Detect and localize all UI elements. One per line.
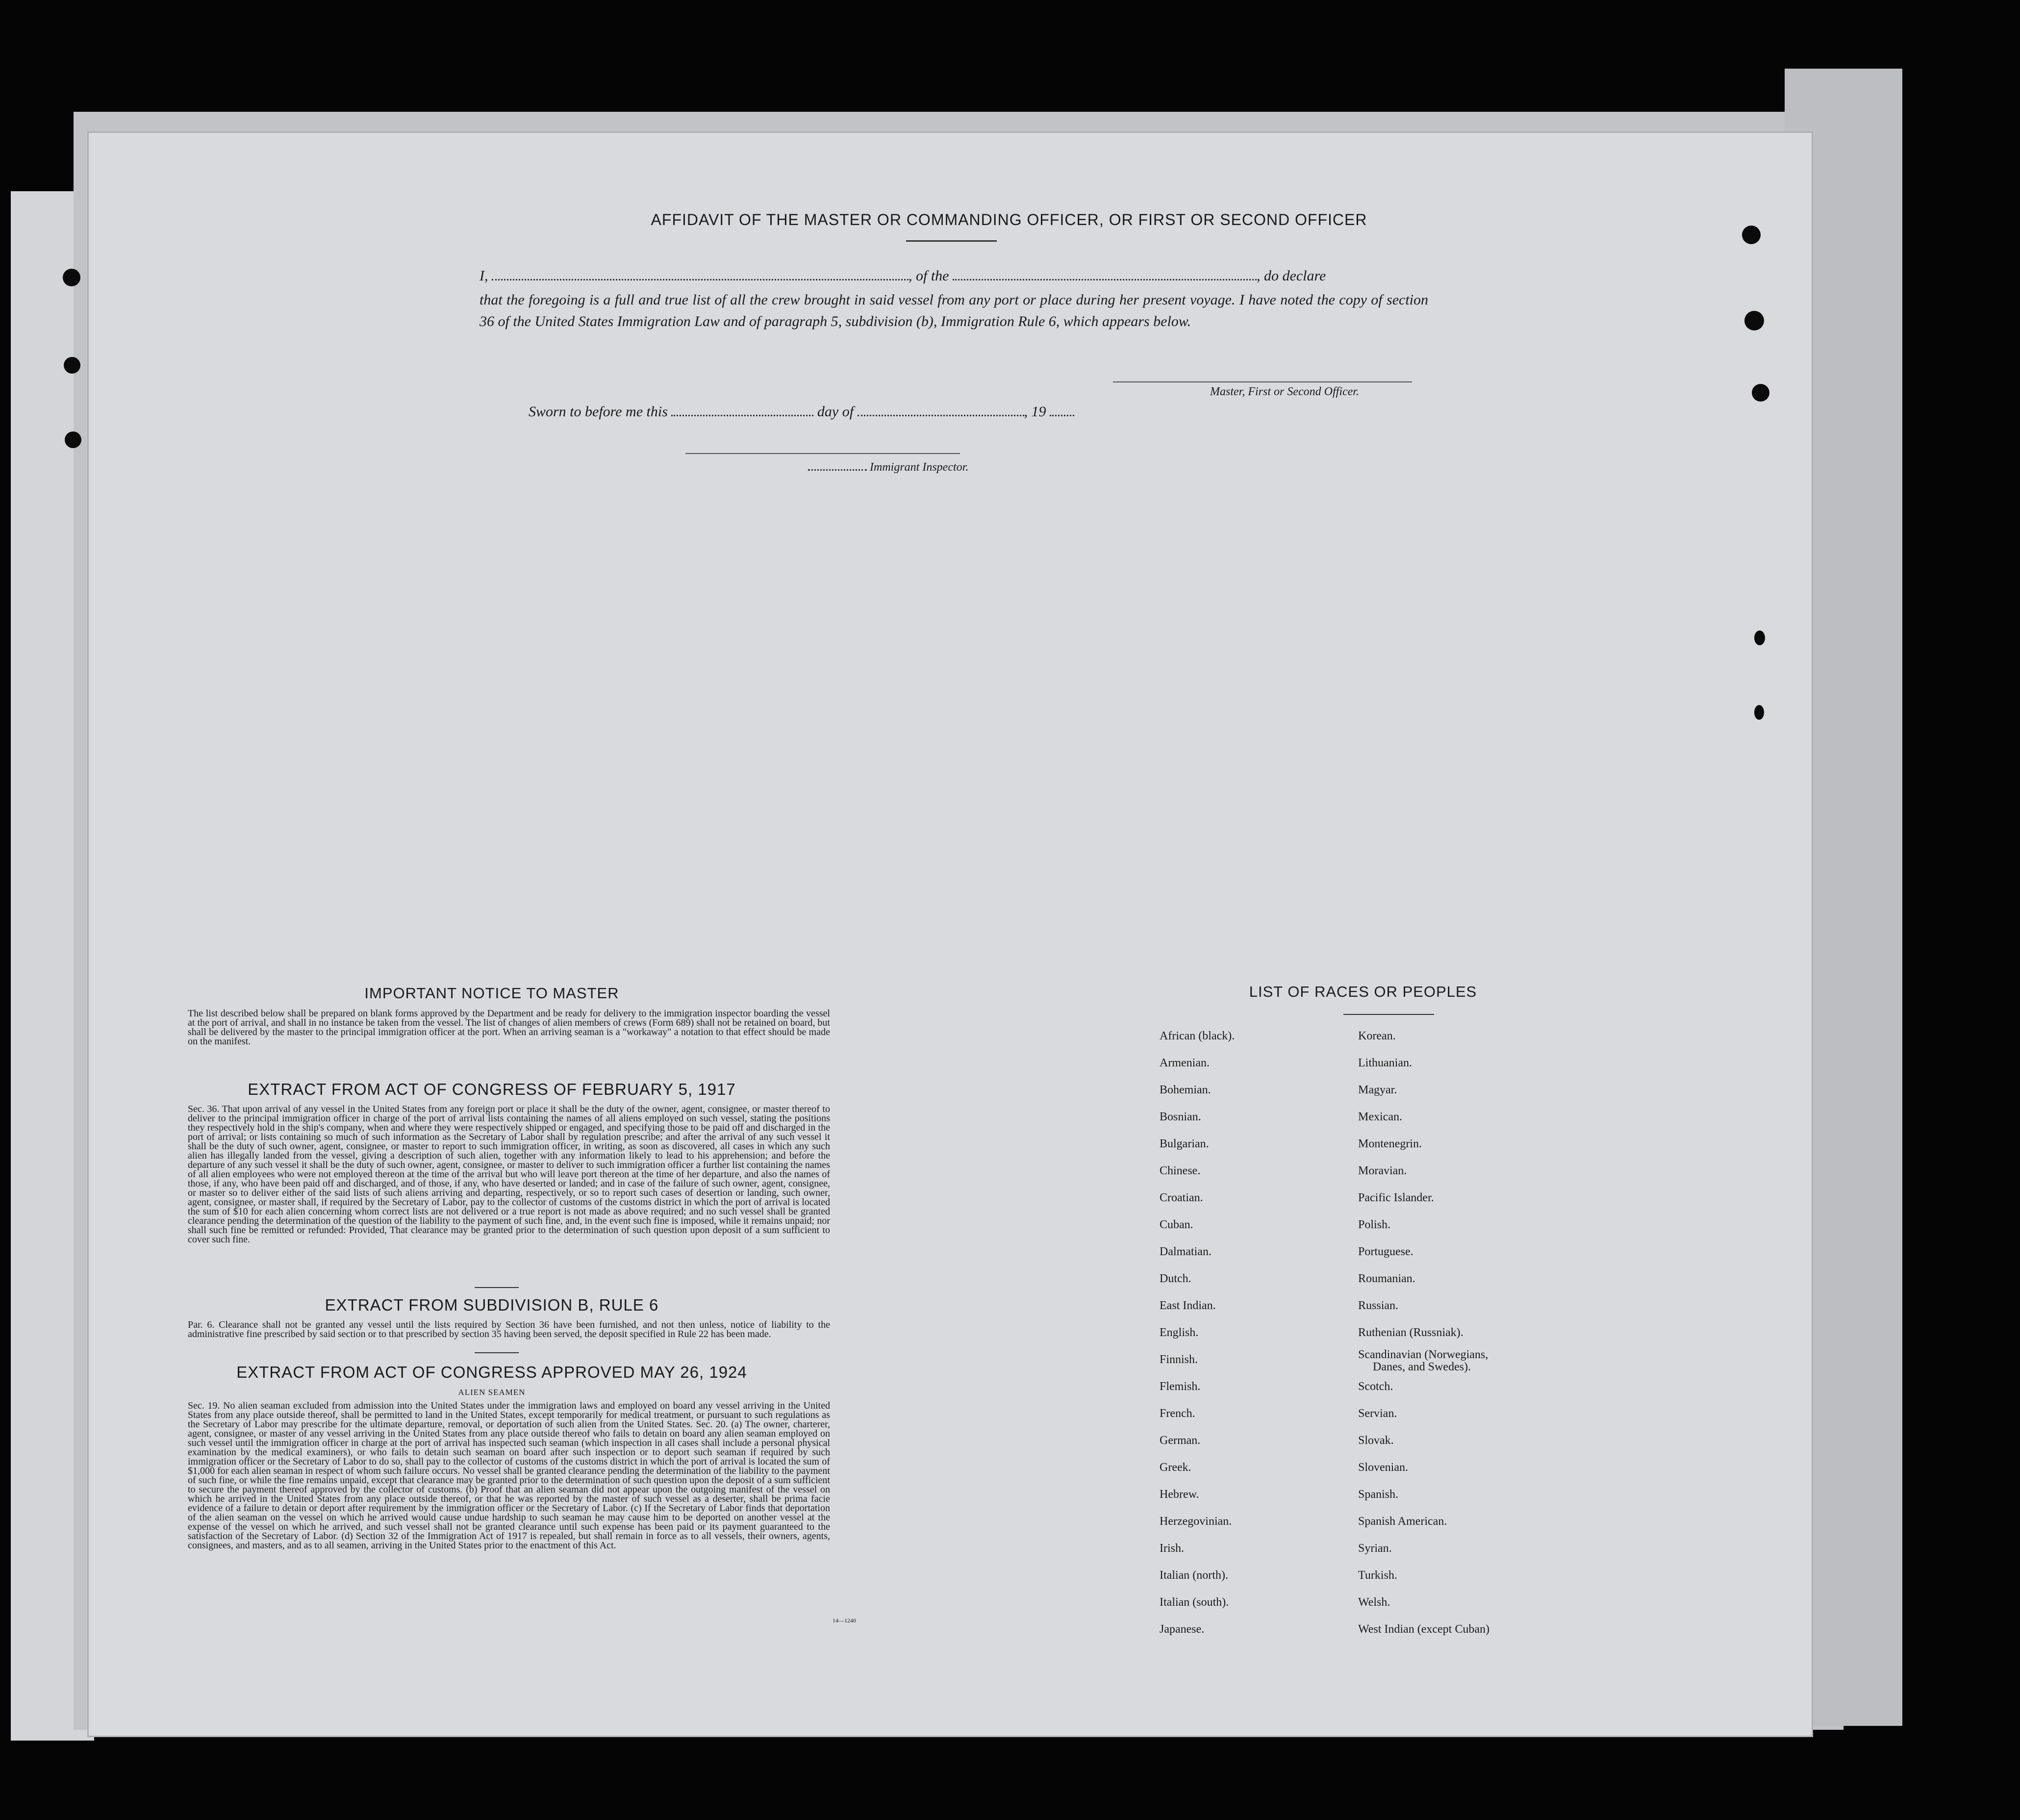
races-divider (1343, 1014, 1434, 1015)
affidavit-line1 (480, 268, 1509, 284)
sworn-year-blank[interactable] (1050, 415, 1074, 416)
inspector-blank[interactable] (808, 469, 867, 471)
race-item: Polish. (1358, 1218, 1391, 1231)
race-item: Turkish. (1358, 1569, 1397, 1582)
section-divider (475, 1352, 519, 1353)
affidavit-title: AFFIDAVIT OF THE MASTER OR COMMANDING OFFICER, OR FIRST OR SECOND OFFICER (651, 211, 1367, 228)
title-divider (906, 240, 997, 242)
affidavit-i: I, (480, 268, 488, 284)
race-item: Pacific Islander. (1358, 1191, 1434, 1204)
race-item: West Indian (except Cuban) (1358, 1623, 1490, 1636)
binder-hole (63, 269, 80, 286)
race-item: Mexican. (1358, 1111, 1402, 1123)
race-item: Scotch. (1358, 1380, 1393, 1393)
affidavit-declare: , do declare (1257, 268, 1326, 284)
rule6-body: Par. 6. Clearance shall not be granted any vessel until the lists required by Section 36 have been furnished, and not then unless, notice of liability to the administrative fine prescribed by said section or to that prescribed by section 35 having been served, the deposit specified in Rule 22 has been made. (188, 1319, 830, 1340)
race-item: Montenegrin. (1358, 1138, 1422, 1150)
notice-title: IMPORTANT NOTICE TO MASTER (364, 985, 619, 1002)
race-item: African (black). (1160, 1030, 1235, 1042)
race-item: Flemish. (1160, 1380, 1201, 1393)
rule6-title: EXTRACT FROM SUBDIVISION B, RULE 6 (325, 1296, 659, 1314)
extract-1924-subtitle: ALIEN SEAMEN (458, 1388, 526, 1397)
race-item: Welsh. (1358, 1596, 1390, 1609)
race-item: Roumanian. (1358, 1272, 1415, 1285)
race-item: Dalmatian. (1160, 1245, 1212, 1258)
extract-1924-title: EXTRACT FROM ACT OF CONGRESS APPROVED MAY 26, 1924 (236, 1363, 747, 1381)
signature-label: Master, First or Second Officer. (1210, 385, 1359, 398)
punch-hole (1754, 631, 1765, 645)
affidavit-of-the: , of the (909, 268, 949, 284)
race-item: Lithuanian. (1358, 1057, 1412, 1069)
race-item: Slovak. (1358, 1434, 1394, 1447)
name-blank[interactable] (492, 279, 909, 280)
race-item: Hebrew. (1160, 1488, 1199, 1501)
sworn-year: , 19 (1024, 404, 1046, 420)
race-item: Armenian. (1160, 1057, 1210, 1069)
affidavit-body: that the foregoing is a full and true list of all the crew brought in said vessel from any port or place during her present voyage. I have noted the copy of section 36 of the United States Immigration Law and of paragraph 5, subdivision (b), Immigration Rule 6, which appears below. (480, 292, 1428, 329)
race-item: Korean. (1358, 1030, 1396, 1042)
race-item: East Indian. (1160, 1299, 1216, 1312)
signature-line[interactable] (1113, 381, 1412, 382)
inspector-line (808, 461, 968, 474)
sworn-text: Sworn to before me this (529, 404, 668, 420)
race-item: Greek. (1160, 1461, 1191, 1474)
extract-1924-body: Sec. 19. No alien seaman excluded from admission into the United States under the immigration laws and employed on board any vessel arriving in the United States from any place outside thereof, shall be permitted to land in the United States, except temporarily for medical treatment, or pursuant to such regulations as the Secretary of Labor may prescribe for the ultimate departure, removal, or deportation of such alien from the United States. Sec. 20. (a) The owner, charterer, agent, consignee, or master of any vessel arriving in the United States from any place outside thereof who fails to detain on board any alien seaman employed on such vessel until the immigration officer in charge at the port of arrival has inspected such seaman (which inspection in all cases shall include a personal physical examination by the medical examiners), or who fails to detain such seaman on board after such inspection or to deport such seaman if required by such immigration officer or the Secretary of Labor to do so, shall pay to the collector of customs of the customs district in which the port of arrival is located the sum of $1,000 for each alien seaman in respect of whom such failure occurs. No vessel shall be granted clearance pending the determination of the liability to the payment of such fine, or while the fine remains unpaid, except that clearance may be granted prior to the determination of such question upon the deposit of a sum sufficient to secure the payment thereof approved by the collector of customs. (b) Proof that an alien seaman did not appear upon the outgoing manifest of the vessel on which he arrived in the United States from any place outside thereof, or that he was reported by the master of such vessel as a deserter, shall be prima facie evidence of a failure to detain or deport after requirement by the immigration officer or the Secretary of Labor. (c) If the Secretary of Labor finds that deportation of the alien seaman on the vessel on which he arrived would cause undue hardship to such seaman he may cause him to be deported on another vessel at the expense of the vessel on which he arrived, and such vessel shall not be granted clearance until such expense has been paid or its payment guaranteed to the satisfaction of the Secretary of Labor. (d) Section 32 of the Immigration Act of 1917 is repealed, but shall remain in force as to all vessels, their owners, agents, consignees, and masters, and as to all seamen, arriving in the United States prior to the enactment of this Act. (188, 1400, 830, 1551)
punch-hole (1752, 384, 1769, 402)
inspector-label: Immigrant Inspector. (870, 461, 969, 474)
races-title: LIST OF RACES OR PEOPLES (1249, 983, 1477, 1000)
manifest-sheet (87, 131, 1813, 1737)
binder-hole (65, 431, 81, 448)
race-item: Syrian. (1358, 1542, 1392, 1555)
race-item: Magyar. (1358, 1084, 1397, 1096)
race-item: Portuguese. (1358, 1245, 1414, 1258)
sworn-month-blank[interactable] (858, 415, 1024, 416)
form-number: 14—1240 (833, 1617, 856, 1624)
race-item: Japanese. (1160, 1623, 1205, 1636)
race-item: Italian (north). (1160, 1569, 1228, 1582)
extract-1917-title: EXTRACT FROM ACT OF CONGRESS OF FEBRUARY 5, 1917 (248, 1080, 736, 1098)
race-item: Croatian. (1160, 1191, 1203, 1204)
punch-hole (1742, 226, 1761, 244)
race-item: Slovenian. (1358, 1461, 1408, 1474)
punch-hole (1744, 311, 1764, 330)
race-item: Spanish American. (1358, 1515, 1447, 1528)
race-item: Danes, and Swedes). (1373, 1361, 1471, 1373)
race-item: Bosnian. (1160, 1111, 1201, 1123)
sworn-day-blank[interactable] (671, 415, 813, 416)
race-item: Spanish. (1358, 1488, 1399, 1501)
race-item: Bohemian. (1160, 1084, 1211, 1096)
binder-hole (64, 357, 80, 374)
race-item: Moravian. (1358, 1164, 1407, 1177)
extract-1917-body: Sec. 36. That upon arrival of any vessel in the United States from any foreign port or place it shall be the duty of the owner, agent, consignee, or master thereof to deliver to the principal immigration officer in charge of the port of arrival lists containing the names of all aliens employed on such vessel, stating the positions they respectively hold in the ship's company, when and where they were respectively shipped or engaged, and specifying those to be paid off and discharged in the port of arrival; or lists containing so much of such information as the Secretary of Labor shall by regulation prescribe; and after the arrival of any such vessel it shall be the duty of such owner, agent, consignee, or master to report to such immigration officer, in writing, as soon as discovered, all cases in which any such alien has illegally landed from the vessel, giving a description of such alien, together with any information likely to lead to his apprehension; and before the departure of any such vessel it shall be the duty of such owner, agent, consignee, or master to deliver to such immigration officer a further list containing the names of all alien employees who were not employed thereon at the time of the arrival but who will leave port thereon at the time of her departure, and also the names of those, if any, who have been paid off and discharged, and of those, if any, who have deserted or landed; and in case of the failure of such owner, agent, consignee, or master so to deliver either of the said lists of such aliens arriving and departing, respectively, or so to report such cases of desertion or landing, such owner, agent, consignee, or master shall, if required by the Secretary of Labor, pay to the collector of customs of the customs district in which the port of arrival is located the sum of $10 for each alien concerning whom correct lists are not delivered or a true report is not made as above required; and no such vessel shall be granted clearance pending the determination of the question of the liability to the payment of such fine, and, in the event such fine is imposed, while it remains unpaid; nor shall such fine be remitted or refunded: Provided, That clearance may be granted prior to the determination of such question upon deposit of a sum sufficient to cover such fine. (188, 1104, 830, 1245)
race-item: Irish. (1160, 1542, 1184, 1555)
vessel-blank[interactable] (953, 279, 1257, 280)
race-item: Russian. (1358, 1299, 1399, 1312)
race-item: Italian (south). (1160, 1596, 1229, 1609)
punch-hole (1754, 705, 1764, 720)
race-item: Ruthenian (Russniak). (1358, 1326, 1464, 1339)
race-item: Finnish. (1160, 1353, 1198, 1366)
inspector-signature-line[interactable] (685, 453, 960, 454)
sworn-line (529, 404, 1074, 420)
race-item: Bulgarian. (1160, 1138, 1209, 1150)
race-item: English. (1160, 1326, 1199, 1339)
race-item: Scandinavian (Norwegians, (1358, 1348, 1489, 1361)
section-divider (475, 1287, 519, 1288)
race-item: Dutch. (1160, 1272, 1191, 1285)
race-item: Chinese. (1160, 1164, 1201, 1177)
race-item: Cuban. (1160, 1218, 1193, 1231)
race-item: Herzegovinian. (1160, 1515, 1232, 1528)
race-item: Servian. (1358, 1407, 1397, 1420)
race-item: German. (1160, 1434, 1201, 1447)
sworn-day-of: day of (817, 404, 854, 420)
notice-body: The list described below shall be prepared on blank forms approved by the Department and be ready for delivery to the immigration inspector boarding the vessel at the port of arrival, and shall in no instance be taken from the vessel. The list of changes of alien members of crews (Form 689) shall not be retained on board, but shall be delivered by the master to the principal immigration officer at the port. When an arriving seaman is a "workaway" a notation to that effect should be made on the manifest. (188, 1008, 830, 1047)
race-item: French. (1160, 1407, 1195, 1420)
